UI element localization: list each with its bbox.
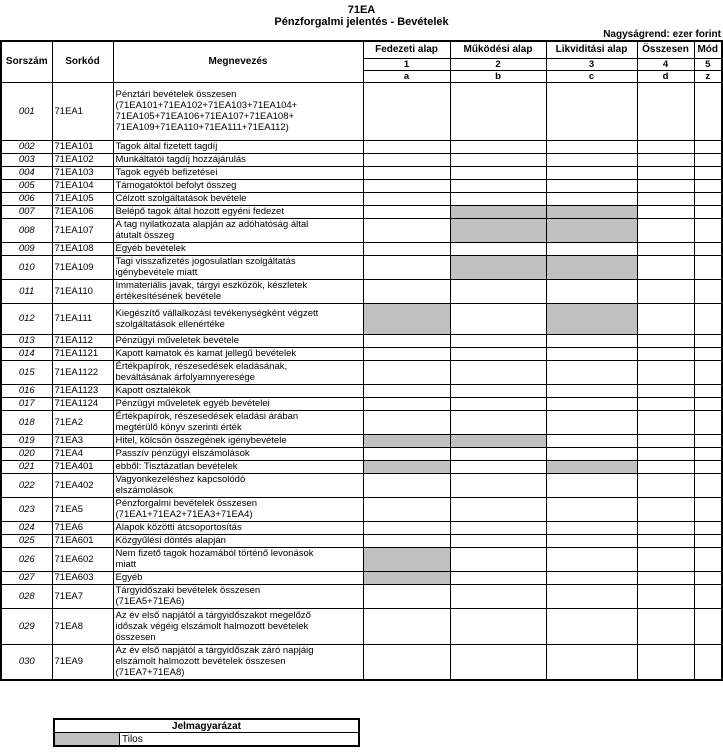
row-sorkod: 71EA106 (52, 205, 113, 218)
row-sorszam: 004 (1, 166, 52, 179)
table-row (1, 547, 722, 571)
row-value-cell-4[interactable] (637, 384, 694, 397)
table-row (1, 205, 722, 218)
row-value-cell-4[interactable] (637, 497, 694, 521)
row-value-cell-4[interactable] (637, 347, 694, 360)
header-col-1: Fedezeti alap (363, 41, 450, 58)
table-row (1, 473, 722, 497)
header-sorszam: Sorszám (1, 41, 52, 82)
row-value-cell-3[interactable] (546, 534, 637, 547)
row-value-cell-3[interactable] (546, 347, 637, 360)
row-value-cell-5[interactable] (694, 334, 722, 347)
row-value-cell-3[interactable] (546, 166, 637, 179)
table-row (1, 397, 722, 410)
table-row (1, 497, 722, 521)
table-row (1, 584, 722, 608)
row-sorkod: 71EA109 (52, 255, 113, 279)
table-row (1, 460, 722, 473)
row-megnevezes: Közgyűlési döntés alapján (113, 534, 363, 547)
row-sorszam: 014 (1, 347, 52, 360)
row-value-cell-2[interactable] (450, 460, 546, 473)
row-value-cell-3[interactable] (546, 179, 637, 192)
row-value-cell-3[interactable] (546, 571, 637, 584)
table-row (1, 360, 722, 384)
row-megnevezes: Az év első napjától a tárgyidőszak záró napjáig elszámolt halmozott bevételek összesen (71EA7+71EA8) (113, 644, 363, 680)
row-megnevezes: Tagok által fizetett tagdíj (113, 140, 363, 153)
row-value-cell-5[interactable] (694, 205, 722, 218)
table-row (1, 608, 722, 644)
row-value-cell-1[interactable] (363, 334, 450, 347)
row-sorszam: 020 (1, 447, 52, 460)
row-value-cell-1[interactable] (363, 410, 450, 434)
row-value-cell-3[interactable] (546, 384, 637, 397)
row-value-cell-5[interactable] (694, 140, 722, 153)
row-sorszam: 019 (1, 434, 52, 447)
row-value-cell-5[interactable] (694, 397, 722, 410)
row-sorkod: 71EA4 (52, 447, 113, 460)
row-sorszam: 007 (1, 205, 52, 218)
row-value-cell-2[interactable] (450, 179, 546, 192)
row-value-cell-1 (363, 571, 450, 584)
table-row (1, 384, 722, 397)
row-megnevezes: Célzott szolgáltatások bevétele (113, 192, 363, 205)
row-value-cell-4[interactable] (637, 644, 694, 680)
header-letter-1: a (363, 70, 450, 82)
row-value-cell-4[interactable] (637, 534, 694, 547)
row-sorszam: 002 (1, 140, 52, 153)
row-value-cell-3[interactable] (546, 497, 637, 521)
row-value-cell-2[interactable] (450, 279, 546, 303)
row-value-cell-5[interactable] (694, 384, 722, 397)
row-value-cell-5[interactable] (694, 279, 722, 303)
row-value-cell-3[interactable] (546, 434, 637, 447)
row-value-cell-4[interactable] (637, 334, 694, 347)
row-value-cell-1[interactable] (363, 205, 450, 218)
row-sorszam: 028 (1, 584, 52, 608)
row-megnevezes: Kapott osztalékok (113, 384, 363, 397)
row-value-cell-1[interactable] (363, 179, 450, 192)
row-value-cell-1[interactable] (363, 497, 450, 521)
row-value-cell-2[interactable] (450, 410, 546, 434)
row-sorszam: 029 (1, 608, 52, 644)
row-megnevezes: Egyéb (113, 571, 363, 584)
row-value-cell-1[interactable] (363, 279, 450, 303)
row-sorszam: 018 (1, 410, 52, 434)
row-sorszam: 008 (1, 218, 52, 242)
row-megnevezes: Belépő tagok által hozott egyéni fedezet (113, 205, 363, 218)
row-value-cell-5[interactable] (694, 303, 722, 334)
row-sorszam: 022 (1, 473, 52, 497)
row-value-cell-3 (546, 303, 637, 334)
row-value-cell-1[interactable] (363, 534, 450, 547)
table-row (1, 255, 722, 279)
row-value-cell-4[interactable] (637, 584, 694, 608)
row-value-cell-3[interactable] (546, 82, 637, 140)
table-row (1, 347, 722, 360)
row-value-cell-5[interactable] (694, 192, 722, 205)
row-sorkod: 71EA8 (52, 608, 113, 644)
row-value-cell-1[interactable] (363, 347, 450, 360)
row-megnevezes: Hitel, kölcsön összegének igénybevétele (113, 434, 363, 447)
header-letter-2: b (450, 70, 546, 82)
row-value-cell-2[interactable] (450, 140, 546, 153)
table-row (1, 534, 722, 547)
table-row (1, 192, 722, 205)
row-value-cell-2 (450, 205, 546, 218)
row-value-cell-2[interactable] (450, 153, 546, 166)
table-row (1, 521, 722, 534)
row-value-cell-5[interactable] (694, 218, 722, 242)
row-value-cell-5[interactable] (694, 608, 722, 644)
table-row (1, 179, 722, 192)
row-sorszam: 027 (1, 571, 52, 584)
row-value-cell-2[interactable] (450, 303, 546, 334)
header-col-2: Működési alap (450, 41, 546, 58)
table-row (1, 140, 722, 153)
row-sorkod: 71EA105 (52, 192, 113, 205)
row-sorkod: 71EA1123 (52, 384, 113, 397)
row-megnevezes: Az év első napjától a tárgyidőszakot megelőző időszak végéig elszámolt halmozott bevételek összesen (113, 608, 363, 644)
row-value-cell-5[interactable] (694, 584, 722, 608)
row-value-cell-1[interactable] (363, 153, 450, 166)
row-value-cell-3[interactable] (546, 397, 637, 410)
row-megnevezes: Értékpapírok, részesedések eladási árában megtérülő könyv szerinti érték (113, 410, 363, 434)
legend (53, 718, 360, 747)
header-num-5: 5 (694, 58, 722, 70)
row-value-cell-4[interactable] (637, 255, 694, 279)
row-value-cell-2 (450, 255, 546, 279)
row-value-cell-4[interactable] (637, 608, 694, 644)
row-value-cell-3[interactable] (546, 521, 637, 534)
row-sorszam: 006 (1, 192, 52, 205)
row-megnevezes: Tagok egyéb befizetései (113, 166, 363, 179)
row-sorszam: 017 (1, 397, 52, 410)
row-megnevezes: Vagyonkezeléshez kapcsolódó elszámolások (113, 473, 363, 497)
row-value-cell-2[interactable] (450, 334, 546, 347)
row-value-cell-1[interactable] (363, 447, 450, 460)
row-megnevezes: Kapott kamatok és kamat jellegű bevételek (113, 347, 363, 360)
header-col-3: Likviditási alap (546, 41, 637, 58)
row-value-cell-3[interactable] (546, 360, 637, 384)
row-value-cell-2 (450, 218, 546, 242)
row-value-cell-4[interactable] (637, 218, 694, 242)
row-megnevezes: A tag nyilatkozata alapján az adóhatóság által átutalt összeg (113, 218, 363, 242)
row-value-cell-2[interactable] (450, 360, 546, 384)
row-value-cell-3[interactable] (546, 242, 637, 255)
row-value-cell-5[interactable] (694, 473, 722, 497)
row-value-cell-3[interactable] (546, 192, 637, 205)
row-value-cell-3[interactable] (546, 644, 637, 680)
row-megnevezes: Immateriális javak, tárgyi eszközök, készletek értékesítésének bevétele (113, 279, 363, 303)
row-value-cell-3[interactable] (546, 410, 637, 434)
table-row (1, 166, 722, 179)
header-letter-3: c (546, 70, 637, 82)
table-row (1, 410, 722, 434)
row-sorszam: 023 (1, 497, 52, 521)
row-value-cell-4[interactable] (637, 153, 694, 166)
row-value-cell-2[interactable] (450, 166, 546, 179)
row-sorkod: 71EA401 (52, 460, 113, 473)
row-sorkod: 71EA102 (52, 153, 113, 166)
legend-title: Jelmagyarázat (54, 719, 359, 733)
row-megnevezes: Pénzügyi műveletek bevétele (113, 334, 363, 347)
row-value-cell-1[interactable] (363, 218, 450, 242)
row-value-cell-2[interactable] (450, 82, 546, 140)
row-value-cell-2[interactable] (450, 384, 546, 397)
legend-label-tilos: Tilos (120, 733, 360, 747)
row-sorkod: 71EA101 (52, 140, 113, 153)
row-megnevezes: Tagi visszafizetés jogosulatlan szolgáltatás igénybevétele miatt (113, 255, 363, 279)
row-sorszam: 026 (1, 547, 52, 571)
row-value-cell-1[interactable] (363, 644, 450, 680)
header-num-1: 1 (363, 58, 450, 70)
row-value-cell-4[interactable] (637, 571, 694, 584)
row-value-cell-4[interactable] (637, 547, 694, 571)
row-sorszam: 001 (1, 82, 52, 140)
row-value-cell-3 (546, 205, 637, 218)
row-value-cell-2 (450, 434, 546, 447)
row-sorszam: 012 (1, 303, 52, 334)
row-value-cell-4[interactable] (637, 82, 694, 140)
header-num-3: 3 (546, 58, 637, 70)
row-megnevezes: Passzív pénzügyi elszámolások (113, 447, 363, 460)
table-row (1, 279, 722, 303)
row-sorszam: 024 (1, 521, 52, 534)
row-megnevezes: Pénztári bevételek összesen (71EA101+71EA102+71EA103+71EA104+ 71EA105+71EA106+71EA107+71EA108+ 71EA109+71EA110+71EA111+71EA112) (113, 82, 363, 140)
row-value-cell-4[interactable] (637, 192, 694, 205)
table-row (1, 571, 722, 584)
row-value-cell-4[interactable] (637, 473, 694, 497)
table-row (1, 82, 722, 140)
row-value-cell-2[interactable] (450, 497, 546, 521)
row-value-cell-4[interactable] (637, 460, 694, 473)
row-value-cell-5[interactable] (694, 255, 722, 279)
row-value-cell-4[interactable] (637, 279, 694, 303)
row-value-cell-2[interactable] (450, 473, 546, 497)
table-row (1, 434, 722, 447)
row-sorkod: 71EA2 (52, 410, 113, 434)
row-value-cell-5[interactable] (694, 242, 722, 255)
header-num-4: 4 (637, 58, 694, 70)
table-row (1, 218, 722, 242)
row-value-cell-1 (363, 460, 450, 473)
table-row (1, 153, 722, 166)
row-value-cell-5[interactable] (694, 166, 722, 179)
row-value-cell-4[interactable] (637, 447, 694, 460)
row-value-cell-1 (363, 547, 450, 571)
row-value-cell-4[interactable] (637, 410, 694, 434)
row-value-cell-2[interactable] (450, 347, 546, 360)
row-megnevezes: Pénzforgalmi bevételek összesen (71EA1+71EA2+71EA3+71EA4) (113, 497, 363, 521)
report-table (0, 40, 723, 681)
row-value-cell-1[interactable] (363, 384, 450, 397)
table-row (1, 447, 722, 460)
row-megnevezes: Értékpapírok, részesedések eladásának, beváltásának árfolyamnyeresége (113, 360, 363, 384)
row-value-cell-4[interactable] (637, 397, 694, 410)
row-sorkod: 71EA6 (52, 521, 113, 534)
row-megnevezes: Nem fizető tagok hozamából történő levonások miatt (113, 547, 363, 571)
row-value-cell-1[interactable] (363, 242, 450, 255)
row-value-cell-2[interactable] (450, 547, 546, 571)
row-sorkod: 71EA602 (52, 547, 113, 571)
row-value-cell-3[interactable] (546, 334, 637, 347)
row-value-cell-4[interactable] (637, 434, 694, 447)
row-value-cell-5[interactable] (694, 410, 722, 434)
row-value-cell-5[interactable] (694, 347, 722, 360)
row-sorkod: 71EA5 (52, 497, 113, 521)
report-rows (1, 82, 722, 680)
row-value-cell-3[interactable] (546, 584, 637, 608)
row-sorkod: 71EA104 (52, 179, 113, 192)
row-megnevezes: Kiegészítő vállalkozási tevékenységként végzett szolgáltatások ellenértéke (113, 303, 363, 334)
row-value-cell-5[interactable] (694, 534, 722, 547)
row-value-cell-4[interactable] (637, 166, 694, 179)
row-sorkod: 71EA103 (52, 166, 113, 179)
row-value-cell-4[interactable] (637, 242, 694, 255)
row-value-cell-2[interactable] (450, 192, 546, 205)
row-sorszam: 021 (1, 460, 52, 473)
header-col-4: Összesen (637, 41, 694, 58)
legend-swatch-tilos (54, 733, 120, 747)
row-value-cell-5[interactable] (694, 497, 722, 521)
row-sorkod: 71EA1121 (52, 347, 113, 360)
header-letter-4: d (637, 70, 694, 82)
row-value-cell-4[interactable] (637, 521, 694, 534)
row-megnevezes: Pénzügyi műveletek egyéb bevételei (113, 397, 363, 410)
unit-note: Nagyságrend: ezer forint (603, 29, 721, 40)
row-sorszam: 025 (1, 534, 52, 547)
header-letter-5: z (694, 70, 722, 82)
row-sorkod: 71EA1 (52, 82, 113, 140)
header-col-5: Mód (694, 41, 722, 58)
row-value-cell-2[interactable] (450, 397, 546, 410)
table-row (1, 334, 722, 347)
row-megnevezes: Tárgyidőszaki bevételek összesen (71EA5+71EA6) (113, 584, 363, 608)
row-value-cell-1[interactable] (363, 473, 450, 497)
row-value-cell-5[interactable] (694, 179, 722, 192)
row-megnevezes: Támogatóktól befolyt összeg (113, 179, 363, 192)
row-value-cell-3[interactable] (546, 279, 637, 303)
row-value-cell-1[interactable] (363, 360, 450, 384)
row-value-cell-1[interactable] (363, 82, 450, 140)
row-value-cell-3[interactable] (546, 447, 637, 460)
row-value-cell-2[interactable] (450, 242, 546, 255)
row-sorszam: 013 (1, 334, 52, 347)
row-sorszam: 009 (1, 242, 52, 255)
row-sorkod: 71EA112 (52, 334, 113, 347)
row-value-cell-1[interactable] (363, 608, 450, 644)
row-value-cell-1[interactable] (363, 192, 450, 205)
row-value-cell-5[interactable] (694, 153, 722, 166)
row-value-cell-2[interactable] (450, 608, 546, 644)
row-value-cell-3[interactable] (546, 153, 637, 166)
header-megnevezes: Megnevezés (113, 41, 363, 82)
row-value-cell-1[interactable] (363, 140, 450, 153)
row-value-cell-1[interactable] (363, 584, 450, 608)
header-num-2: 2 (450, 58, 546, 70)
row-sorszam: 010 (1, 255, 52, 279)
row-sorkod: 71EA402 (52, 473, 113, 497)
row-value-cell-4[interactable] (637, 179, 694, 192)
row-value-cell-5[interactable] (694, 460, 722, 473)
row-value-cell-5[interactable] (694, 644, 722, 680)
row-value-cell-5[interactable] (694, 571, 722, 584)
row-value-cell-1 (363, 434, 450, 447)
row-value-cell-4[interactable] (637, 205, 694, 218)
row-value-cell-2[interactable] (450, 644, 546, 680)
row-value-cell-2[interactable] (450, 521, 546, 534)
row-megnevezes: Munkáltatói tagdíj hozzájárulás (113, 153, 363, 166)
row-value-cell-1 (363, 303, 450, 334)
row-sorkod: 71EA107 (52, 218, 113, 242)
table-row (1, 303, 722, 334)
row-value-cell-1[interactable] (363, 397, 450, 410)
row-sorkod: 71EA601 (52, 534, 113, 547)
table-row (1, 242, 722, 255)
row-value-cell-5[interactable] (694, 82, 722, 140)
row-value-cell-4[interactable] (637, 140, 694, 153)
row-value-cell-2[interactable] (450, 447, 546, 460)
row-value-cell-2[interactable] (450, 534, 546, 547)
table-row (1, 644, 722, 680)
row-value-cell-3[interactable] (546, 473, 637, 497)
row-sorkod: 71EA3 (52, 434, 113, 447)
row-sorkod: 71EA7 (52, 584, 113, 608)
row-value-cell-3[interactable] (546, 608, 637, 644)
row-sorkod: 71EA111 (52, 303, 113, 334)
row-value-cell-3 (546, 255, 637, 279)
row-value-cell-3 (546, 460, 637, 473)
row-sorszam: 030 (1, 644, 52, 680)
row-value-cell-4[interactable] (637, 360, 694, 384)
row-value-cell-5[interactable] (694, 521, 722, 534)
row-value-cell-5[interactable] (694, 434, 722, 447)
row-megnevezes: Egyéb bevételek (113, 242, 363, 255)
row-sorszam: 016 (1, 384, 52, 397)
row-sorkod: 71EA9 (52, 644, 113, 680)
page-title: 71EA (347, 4, 376, 16)
row-sorszam: 015 (1, 360, 52, 384)
row-value-cell-5[interactable] (694, 547, 722, 571)
row-value-cell-3[interactable] (546, 547, 637, 571)
row-megnevezes: ebből: Tisztázatlan bevételek (113, 460, 363, 473)
row-value-cell-4[interactable] (637, 303, 694, 334)
row-value-cell-5[interactable] (694, 447, 722, 460)
row-sorszam: 005 (1, 179, 52, 192)
row-sorkod: 71EA1122 (52, 360, 113, 384)
header-sorkod: Sorkód (52, 41, 113, 82)
row-value-cell-3 (546, 218, 637, 242)
row-sorszam: 003 (1, 153, 52, 166)
row-value-cell-5[interactable] (694, 360, 722, 384)
row-value-cell-1[interactable] (363, 166, 450, 179)
row-value-cell-3[interactable] (546, 140, 637, 153)
row-sorszam: 011 (1, 279, 52, 303)
row-sorkod: 71EA110 (52, 279, 113, 303)
row-value-cell-2[interactable] (450, 584, 546, 608)
row-value-cell-2[interactable] (450, 571, 546, 584)
page-subtitle: Pénzforgalmi jelentés - Bevételek (274, 16, 449, 28)
row-value-cell-1[interactable] (363, 255, 450, 279)
row-sorkod: 71EA1124 (52, 397, 113, 410)
row-megnevezes: Alapok közötti átcsoportosítás (113, 521, 363, 534)
row-sorkod: 71EA603 (52, 571, 113, 584)
row-value-cell-1[interactable] (363, 521, 450, 534)
row-sorkod: 71EA108 (52, 242, 113, 255)
